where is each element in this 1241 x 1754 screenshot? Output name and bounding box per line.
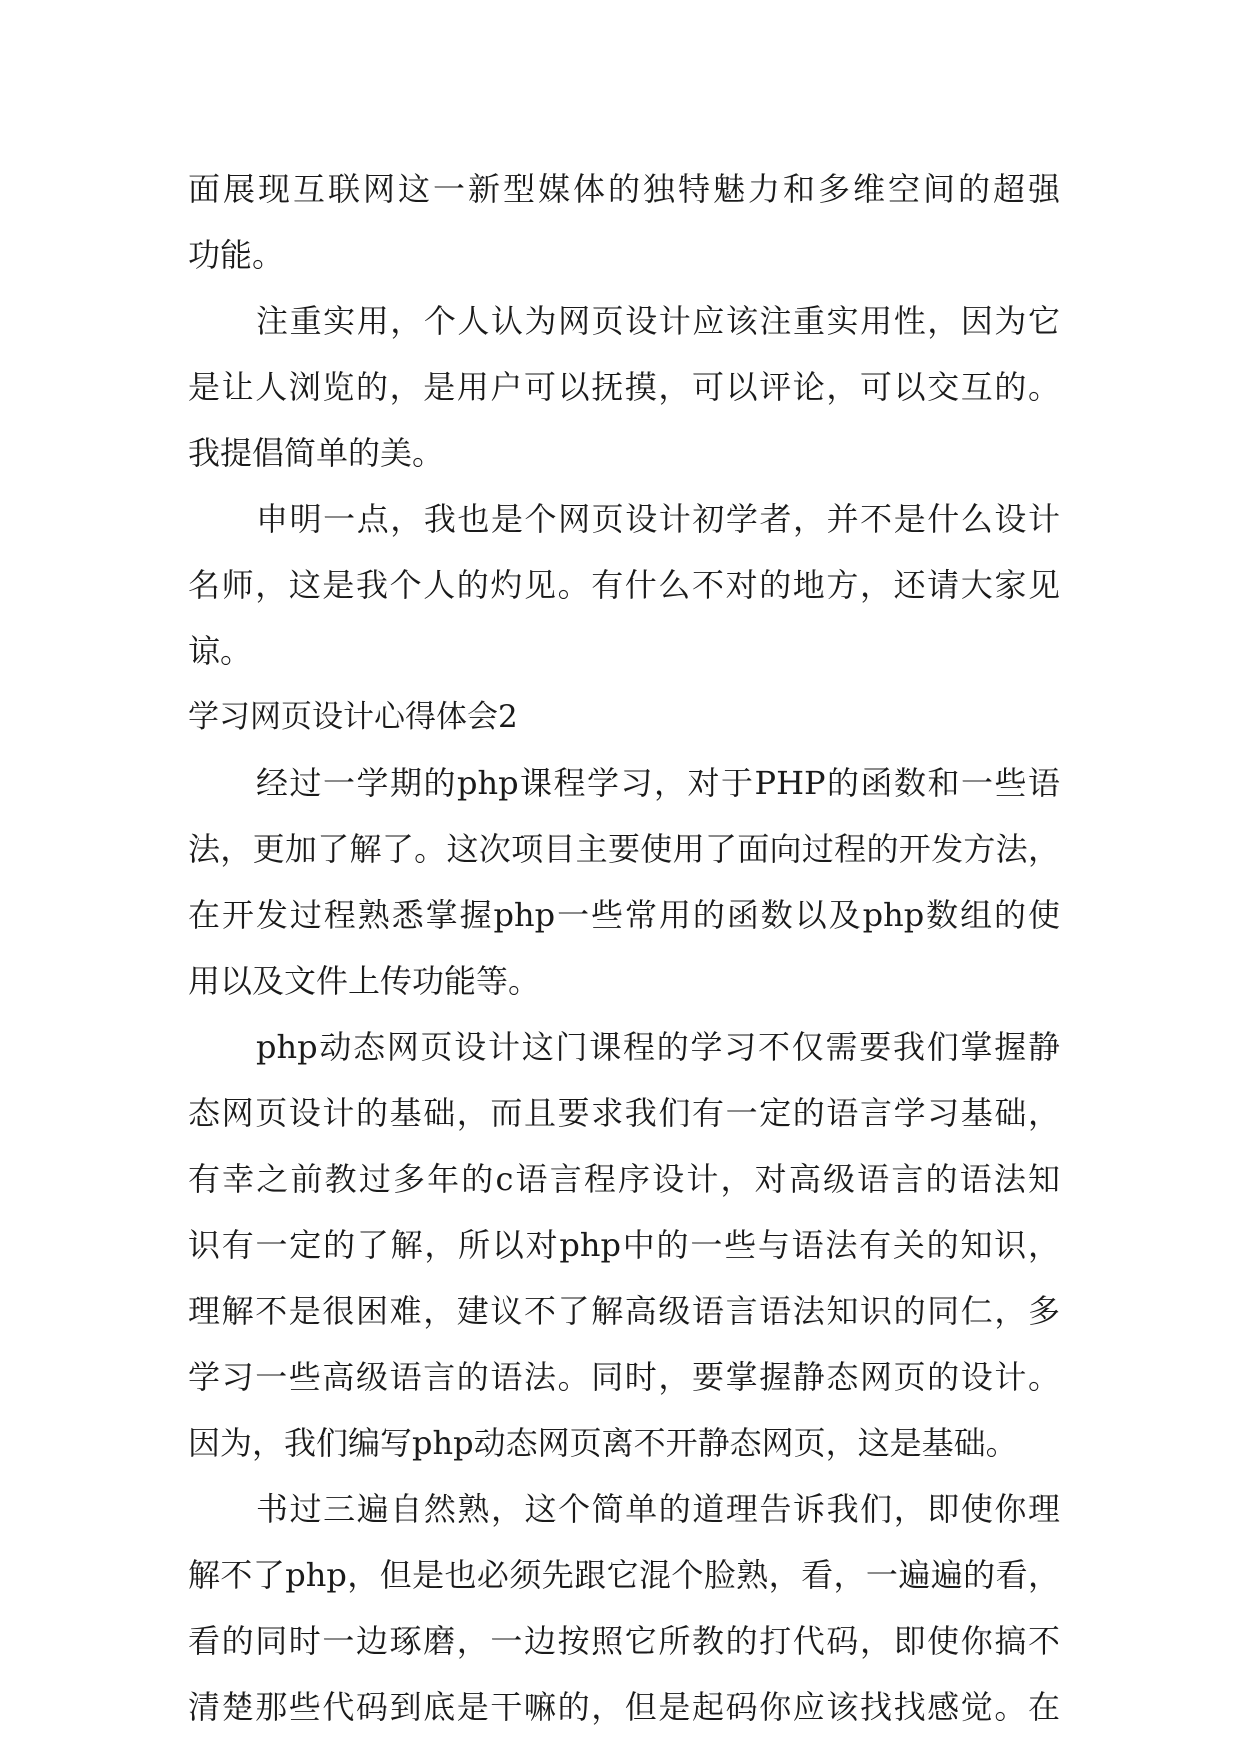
paragraph-line: 用以及文件上传功能等。 <box>188 962 541 1000</box>
paragraph-line: 清楚那些代码到底是干嘛的，但是起码你应该找找感觉。在 <box>188 1688 1060 1726</box>
paragraph-line: 功能。 <box>188 236 285 274</box>
section-heading: 学习网页设计心得体会2 <box>188 699 518 735</box>
paragraph-line: 经过一学期的php课程学习，对于PHP的函数和一些语 <box>256 764 1060 802</box>
paragraph-line: 名师，这是我个人的灼见。有什么不对的地方，还请大家见 <box>188 566 1060 604</box>
paragraph-line: 书过三遍自然熟，这个简单的道理告诉我们，即使你理 <box>256 1490 1060 1528</box>
paragraph-line: 理解不是很困难，建议不了解高级语言语法知识的同仁，多 <box>188 1292 1060 1330</box>
paragraph-line: 法，更加了解了。这次项目主要使用了面向过程的开发方法， <box>188 830 1060 868</box>
paragraph-line: 注重实用，个人认为网页设计应该注重实用性，因为它 <box>256 302 1060 340</box>
paragraph-line: 解不了php，但是也必须先跟它混个脸熟，看，一遍遍的看， <box>188 1556 1060 1594</box>
paragraph-line: 看的同时一边琢磨，一边按照它所教的打代码，即使你搞不 <box>188 1622 1060 1660</box>
paragraph-line: 谅。 <box>188 632 253 670</box>
paragraph-line: 是让人浏览的，是用户可以抚摸，可以评论，可以交互的。 <box>188 368 1060 406</box>
paragraph-line: 申明一点，我也是个网页设计初学者，并不是什么设计 <box>256 500 1060 538</box>
document-page <box>188 156 1060 1740</box>
paragraph-line: 有幸之前教过多年的c语言程序设计，对高级语言的语法知 <box>188 1160 1060 1198</box>
paragraph-line: 因为，我们编写php动态网页离不开静态网页，这是基础。 <box>188 1424 1018 1462</box>
paragraph-line: 我提倡简单的美。 <box>188 434 445 472</box>
paragraph-line: php动态网页设计这门课程的学习不仅需要我们掌握静 <box>256 1028 1060 1066</box>
paragraph-line: 面展现互联网这一新型媒体的独特魅力和多维空间的超强 <box>188 170 1060 208</box>
paragraph-line: 识有一定的了解，所以对php中的一些与语法有关的知识， <box>188 1226 1060 1264</box>
paragraph-line: 在开发过程熟悉掌握php一些常用的函数以及php数组的使 <box>188 896 1060 934</box>
paragraph-line: 态网页设计的基础，而且要求我们有一定的语言学习基础， <box>188 1094 1060 1132</box>
paragraph-line: 学习一些高级语言的语法。同时，要掌握静态网页的设计。 <box>188 1358 1060 1396</box>
